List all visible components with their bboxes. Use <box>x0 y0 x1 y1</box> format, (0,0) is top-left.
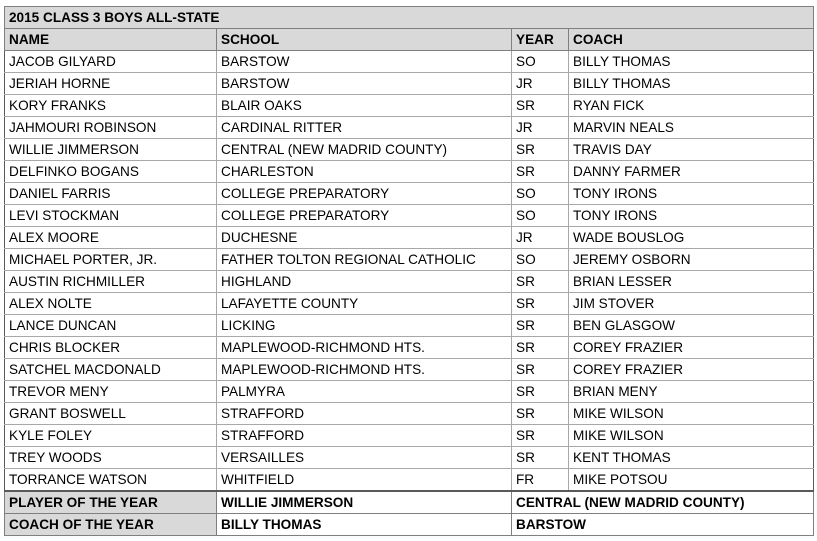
coach-cell: JIM STOVER <box>569 293 814 315</box>
all-state-table <box>4 6 814 536</box>
table-row <box>5 315 814 337</box>
school-cell: COLLEGE PREPARATORY <box>217 183 512 205</box>
coach-cell: JEREMY OSBORN <box>569 249 814 271</box>
award-label: COACH OF THE YEAR <box>5 514 217 536</box>
player-name-cell: MICHAEL PORTER, JR. <box>5 249 217 271</box>
coach-cell: BRIAN LESSER <box>569 271 814 293</box>
table-row <box>5 403 814 425</box>
player-name-cell: TREVOR MENY <box>5 381 217 403</box>
coach-cell: BILLY THOMAS <box>569 73 814 95</box>
year-cell: JR <box>512 73 569 95</box>
school-cell: BARSTOW <box>217 73 512 95</box>
table-row <box>5 447 814 469</box>
coach-cell: WADE BOUSLOG <box>569 227 814 249</box>
year-cell: SO <box>512 249 569 271</box>
table-row <box>5 161 814 183</box>
column-header-coach: COACH <box>569 29 814 51</box>
coach-cell: COREY FRAZIER <box>569 359 814 381</box>
school-cell: COLLEGE PREPARATORY <box>217 205 512 227</box>
player-name-cell: SATCHEL MACDONALD <box>5 359 217 381</box>
year-cell: JR <box>512 117 569 139</box>
coach-cell: KENT THOMAS <box>569 447 814 469</box>
award-winner-school: BARSTOW <box>512 514 814 536</box>
school-cell: FATHER TOLTON REGIONAL CATHOLIC <box>217 249 512 271</box>
school-cell: BLAIR OAKS <box>217 95 512 117</box>
player-name-cell: DELFINKO BOGANS <box>5 161 217 183</box>
player-name-cell: WILLIE JIMMERSON <box>5 139 217 161</box>
table-row <box>5 293 814 315</box>
year-cell: SR <box>512 95 569 117</box>
award-winner-name: BILLY THOMAS <box>217 514 512 536</box>
year-cell: FR <box>512 469 569 492</box>
table-row <box>5 249 814 271</box>
award-row <box>5 514 814 536</box>
column-header-school: SCHOOL <box>217 29 512 51</box>
year-cell: SR <box>512 381 569 403</box>
year-cell: SR <box>512 315 569 337</box>
coach-cell: MIKE POTSOU <box>569 469 814 492</box>
school-cell: HIGHLAND <box>217 271 512 293</box>
coach-cell: MIKE WILSON <box>569 425 814 447</box>
year-cell: SR <box>512 139 569 161</box>
player-name-cell: TORRANCE WATSON <box>5 469 217 492</box>
player-name-cell: KYLE FOLEY <box>5 425 217 447</box>
year-cell: SR <box>512 337 569 359</box>
school-cell: CENTRAL (NEW MADRID COUNTY) <box>217 139 512 161</box>
award-row <box>5 491 814 514</box>
player-name-cell: DANIEL FARRIS <box>5 183 217 205</box>
school-cell: MAPLEWOOD-RICHMOND HTS. <box>217 359 512 381</box>
year-cell: JR <box>512 227 569 249</box>
player-name-cell: ALEX NOLTE <box>5 293 217 315</box>
year-cell: SR <box>512 161 569 183</box>
header-row <box>5 29 814 51</box>
column-header-year: YEAR <box>512 29 569 51</box>
award-label: PLAYER OF THE YEAR <box>5 491 217 514</box>
school-cell: CARDINAL RITTER <box>217 117 512 139</box>
table-row <box>5 95 814 117</box>
table-row <box>5 73 814 95</box>
table-row <box>5 381 814 403</box>
year-cell: SO <box>512 205 569 227</box>
table-row <box>5 51 814 73</box>
table-row <box>5 183 814 205</box>
player-name-cell: JERIAH HORNE <box>5 73 217 95</box>
year-cell: SR <box>512 359 569 381</box>
coach-cell: DANNY FARMER <box>569 161 814 183</box>
coach-cell: MIKE WILSON <box>569 403 814 425</box>
table-row <box>5 227 814 249</box>
player-name-cell: AUSTIN RICHMILLER <box>5 271 217 293</box>
player-name-cell: KORY FRANKS <box>5 95 217 117</box>
table-row <box>5 117 814 139</box>
player-name-cell: LANCE DUNCAN <box>5 315 217 337</box>
year-cell: SR <box>512 447 569 469</box>
school-cell: STRAFFORD <box>217 425 512 447</box>
school-cell: DUCHESNE <box>217 227 512 249</box>
school-cell: PALMYRA <box>217 381 512 403</box>
title-row <box>5 7 814 29</box>
table-row <box>5 205 814 227</box>
player-name-cell: JACOB GILYARD <box>5 51 217 73</box>
table-row <box>5 359 814 381</box>
column-header-name: NAME <box>5 29 217 51</box>
coach-cell: TONY IRONS <box>569 183 814 205</box>
year-cell: SR <box>512 293 569 315</box>
award-winner-school: CENTRAL (NEW MADRID COUNTY) <box>512 491 814 514</box>
coach-cell: TRAVIS DAY <box>569 139 814 161</box>
table-row <box>5 139 814 161</box>
table-row <box>5 271 814 293</box>
player-name-cell: GRANT BOSWELL <box>5 403 217 425</box>
player-name-cell: LEVI STOCKMAN <box>5 205 217 227</box>
coach-cell: BEN GLASGOW <box>569 315 814 337</box>
school-cell: LICKING <box>217 315 512 337</box>
school-cell: CHARLESTON <box>217 161 512 183</box>
award-winner-name: WILLIE JIMMERSON <box>217 491 512 514</box>
year-cell: SO <box>512 183 569 205</box>
coach-cell: TONY IRONS <box>569 205 814 227</box>
table-row <box>5 425 814 447</box>
coach-cell: MARVIN NEALS <box>569 117 814 139</box>
school-cell: STRAFFORD <box>217 403 512 425</box>
table-row <box>5 337 814 359</box>
year-cell: SO <box>512 51 569 73</box>
table-title: 2015 CLASS 3 BOYS ALL-STATE <box>5 7 814 29</box>
year-cell: SR <box>512 271 569 293</box>
year-cell: SR <box>512 425 569 447</box>
player-name-cell: TREY WOODS <box>5 447 217 469</box>
player-rows <box>5 51 814 492</box>
school-cell: LAFAYETTE COUNTY <box>217 293 512 315</box>
coach-cell: BRIAN MENY <box>569 381 814 403</box>
school-cell: WHITFIELD <box>217 469 512 492</box>
player-name-cell: CHRIS BLOCKER <box>5 337 217 359</box>
school-cell: VERSAILLES <box>217 447 512 469</box>
coach-cell: COREY FRAZIER <box>569 337 814 359</box>
year-cell: SR <box>512 403 569 425</box>
school-cell: MAPLEWOOD-RICHMOND HTS. <box>217 337 512 359</box>
player-name-cell: JAHMOURI ROBINSON <box>5 117 217 139</box>
school-cell: BARSTOW <box>217 51 512 73</box>
table-row <box>5 469 814 492</box>
player-name-cell: ALEX MOORE <box>5 227 217 249</box>
award-rows <box>5 491 814 536</box>
coach-cell: RYAN FICK <box>569 95 814 117</box>
coach-cell: BILLY THOMAS <box>569 51 814 73</box>
